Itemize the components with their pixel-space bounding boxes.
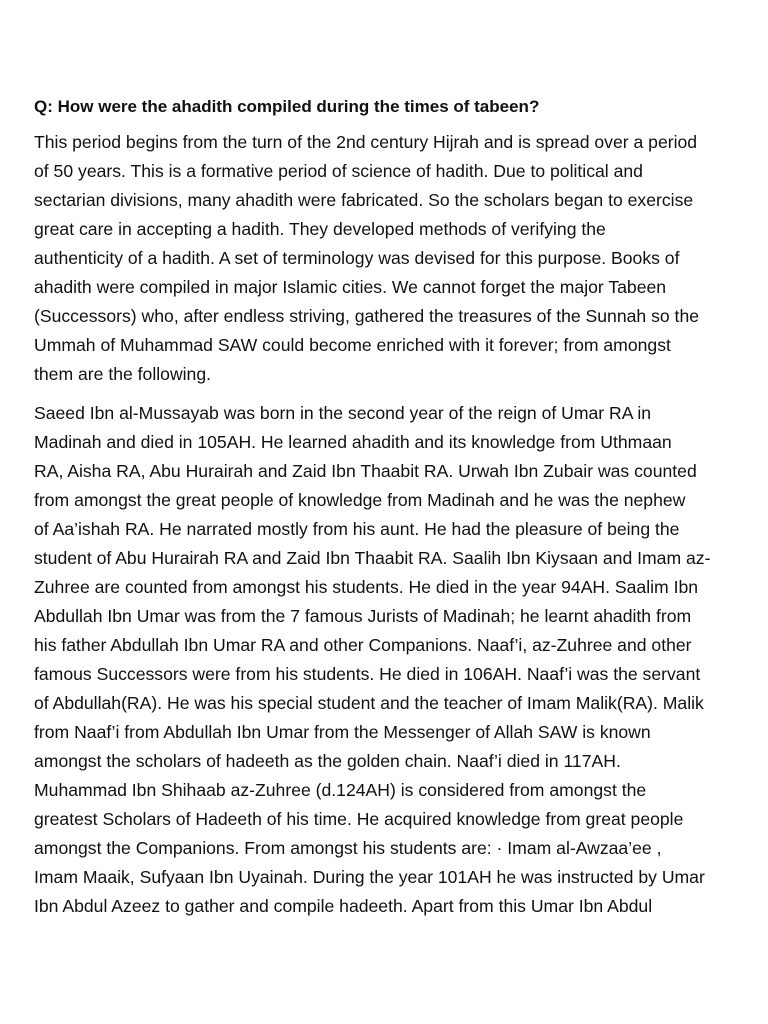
text-line: Zuhree are counted from amongst his students. He died in the year 94AH. Saalim Ibn bbox=[34, 577, 699, 597]
document-content bbox=[34, 94, 740, 921]
text-line: Ummah of Muhammad SAW could become enriched with it forever; from amongst bbox=[34, 335, 671, 355]
text-line: (Successors) who, after endless striving, gathered the treasures of the Sunnah so the bbox=[34, 306, 700, 326]
text-line: amongst the Companions. From amongst his students are: · Imam al-Awzaa’ee , bbox=[34, 838, 662, 858]
text-line: greatest Scholars of Hadeeth of his time. He acquired knowledge from great people bbox=[34, 809, 684, 829]
text-line: authenticity of a hadith. A set of terminology was devised for this purpose. Books of bbox=[34, 248, 680, 268]
text-line: Muhammad Ibn Shihaab az-Zuhree (d.124AH) is considered from amongst the bbox=[34, 780, 647, 800]
text-line: student of Abu Hurairah RA and Zaid Ibn Thaabit RA. Saalih Ibn Kiysaan and Imam az- bbox=[34, 548, 711, 568]
text-line: them are the following. bbox=[34, 364, 212, 384]
text-line: Ibn Abdul Azeez to gather and compile hadeeth. Apart from this Umar Ibn Abdul bbox=[34, 896, 653, 916]
text-line: from amongst the great people of knowledge from Madinah and he was the nephew bbox=[34, 490, 686, 510]
text-line: great care in accepting a hadith. They developed methods of verifying the bbox=[34, 219, 606, 239]
question-heading: Q: How were the ahadith compiled during the times of tabeen? bbox=[34, 97, 540, 116]
text-line: of Abdullah(RA). He was his special student and the teacher of Imam Malik(RA). Malik bbox=[34, 693, 704, 713]
text-line: Saeed Ibn al-Mussayab was born in the second year of the reign of Umar RA in bbox=[34, 403, 652, 423]
text-line: of 50 years. This is a formative period of science of hadith. Due to political and bbox=[34, 161, 643, 181]
text-line: Madinah and died in 105AH. He learned ahadith and its knowledge from Uthmaan bbox=[34, 432, 672, 452]
text-line: his father Abdullah Ibn Umar RA and other Companions. Naaf’i, az-Zuhree and other bbox=[34, 635, 692, 655]
text-line: Abdullah Ibn Umar was from the 7 famous Jurists of Madinah; he learnt ahadith from bbox=[34, 606, 692, 626]
text-line: ahadith were compiled in major Islamic cities. We cannot forget the major Tabeen bbox=[34, 277, 667, 297]
text-line: from Naaf’i from Abdullah Ibn Umar from the Messenger of Allah SAW is known bbox=[34, 722, 651, 742]
text-line: Imam Maaik, Sufyaan Ibn Uyainah. During the year 101AH he was instructed by Umar bbox=[34, 867, 705, 887]
paragraph-successors bbox=[34, 399, 740, 921]
text-line: famous Successors were from his students. He died in 106AH. Naaf’i was the servant bbox=[34, 664, 701, 684]
text-line: amongst the scholars of hadeeth as the golden chain. Naaf’i died in 117AH. bbox=[34, 751, 621, 771]
text-line: This period begins from the turn of the 2nd century Hijrah and is spread over a period bbox=[34, 132, 698, 152]
text-line: sectarian divisions, many ahadith were fabricated. So the scholars began to exercise bbox=[34, 190, 694, 210]
paragraph-intro bbox=[34, 128, 740, 389]
text-line: of Aa’ishah RA. He narrated mostly from his aunt. He had the pleasure of being the bbox=[34, 519, 680, 539]
text-line: RA, Aisha RA, Abu Hurairah and Zaid Ibn Thaabit RA. Urwah Ibn Zubair was counted bbox=[34, 461, 697, 481]
